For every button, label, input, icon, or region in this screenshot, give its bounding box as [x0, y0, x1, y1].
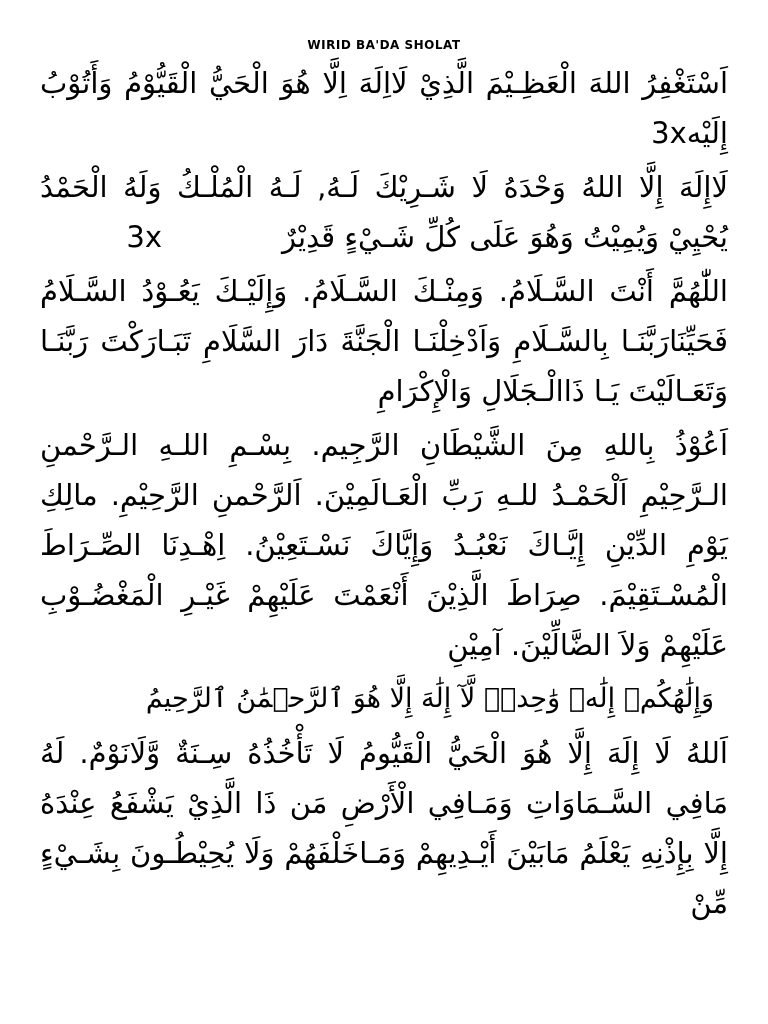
wirid-tahlil	[40, 162, 728, 262]
paragraph-text: اَعُوْذُ بِاللهِ مِنَ الشَّيْطَانِ الرَّجِيم. بِسْـمِ اللـهِ الـرَّحْمنِ الـرَّحِيْمِ اَلْحَمْـدُ للـهِ رَبِّ الْعَـالَمِيْنَ. اَلرَّحْمنِ الرَّحِيْمِ. مالِكِ يَوْمِ الدِّيْنِ إِيَّـاكَ نَعْبُـدُ وَإِيَّاكَ نَسْـتَعِيْنُ. اِهْـدِنَا الصِّـرَاطَ الْمُسْـتَقِيْمَ. صِرَاطَ الَّذِيْنَ أَنْعَمْتَ عَلَيْهِمْ غَيْـرِ الْمَغْضُـوْبِ عَلَيْهِمْ وَلاَ الضَّالِّيْنَ. آمِيْنِ	[40, 428, 728, 662]
wirid-ayat-kursi	[40, 728, 728, 928]
paragraph-text: اَسْتَغْفِرُ اللهَ الْعَظِـيْمَ الَّذِيْ لَااِلَهَ اِلَّا هُوَ الْحَيُّ الْقَيُّوْمُ وَأَتُوْبُ إِلَيْه	[40, 66, 728, 150]
repeat-count: 3x	[126, 220, 163, 254]
page-title: WIRID BA'DA SHOLAT	[307, 38, 461, 52]
paragraph-text: اللّٰهُمَّ أَنْتَ السَّـلَامُ. وَمِنْـكَ السَّـلَامُ. وَإِلَيْـكَ يَعُـوْدُ السَّـلَامُ فَحَيِّنَارَبَّنَـا بِالسَّـلَامِ وَاَدْخِلْنَـا الْجَنَّةَ دَارَ السَّلَامِ تَبَـارَكْتَ رَبَّنَـا وَتَعَـالَيْتَ يَـا ذَاالْـجَلَالِ وَالْإِكْرَامِ	[40, 274, 728, 408]
paragraph-text: وَإِلَٰهُكُمۡ إِلَٰهٞ وَٰحِدٞۖ لَّآ إِلَٰهَ إِلَّا هُوَ ٱلرَّحۡمَٰنُ ٱلرَّحِيمُ	[145, 683, 714, 714]
wirid-salam	[40, 266, 728, 416]
paragraph-text: اَللهُ لَا إِلَهَ إِلَّا هُوَ الْحَيُّ الْقَيُّومُ لَا تَأْخُذُهُ سِـنَةٌ وَّلَانَوْمٌ. لَهُ مَافِي السَّـمَاوَاتِ وَمَـافِي الْأَرْضِ مَن ذَا الَّذِيْ يَشْفَعُ عِنْدَهُ إِلَّا بِإِذْنِهِ يَعْلَمُ مَابَيْنَ أَيْـدِيهِمْ وَمَـاخَلْفَهُمْ وَلَا يُحِيْطُـونَ بِشَـيْءٍ مِّنْ	[40, 736, 728, 920]
wirid-ilahukum	[40, 674, 728, 724]
paragraph-text: لَاإِلَهَ إِلَّا اللهُ وَحْدَهُ لَا شَـرِيْكَ لَـهُ, لَـهُ الْمُلْـكُ وَلَهُ الْحَمْدُ يُحْيِيْ وَيُمِيْتُ وَهُوَ عَلَى كُلِّ شَـيْءٍ قَدِيْرٌ	[40, 170, 728, 254]
wirid-istighfar	[40, 58, 728, 158]
wirid-al-fatihah	[40, 420, 728, 670]
repeat-count: 3x	[651, 116, 687, 150]
